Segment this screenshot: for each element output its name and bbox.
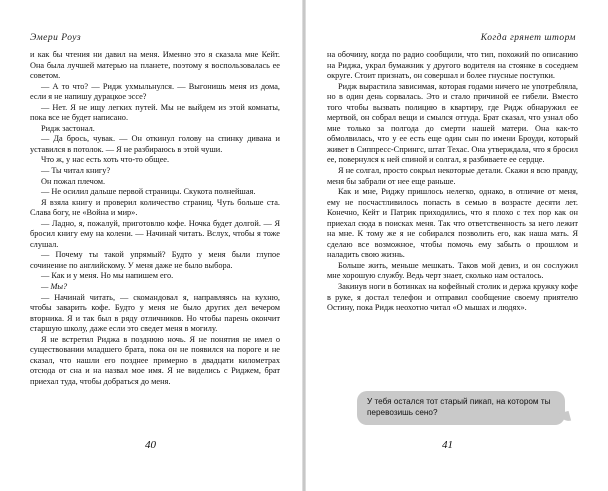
left-page-number: 40 xyxy=(145,439,156,451)
left-page-paragraph: — Да брось, чувак. — Он откинул голову на спинку дивана и уставился в потолок. — Я не разбираюсь в этой чуши. xyxy=(30,134,280,154)
left-page-paragraph: — Нет. Я не ищу легких путей. Мы не выйдем из этой комнаты, пока все не будет написано. xyxy=(30,102,280,123)
left-page-paragraph: Он пожал плечом. xyxy=(41,176,106,186)
left-page-paragraph: — А то что? — Ридж ухмыльнулся. — Выгонишь меня из дома, если я не напишу дурацкое эссе? xyxy=(30,81,280,102)
right-page-paragraph: на обочину, когда по радио сообщили, что тип, похожий по описанию на Риджа, украл бумажник у другого водителя на стоянке в соседнем округе. Стоит признать, он совершал и более гнусные поступки. xyxy=(327,50,578,81)
left-page-paragraph: Я не встретил Риджа в позднюю ночь. Я не понятия не имел о существовании младшего брата, пока он не появился на пороге и не сказал, что нашли его позднее примерно в двадцати километрах отсюда от сна и на назвал мое имя. Я не виделись с Риджем, брат приехал туда, чтобы добраться до меня. xyxy=(30,334,280,386)
left-page-paragraph: и как бы чтения ни давил на меня. Именно это я сказала мне Кейт. Она была лучшей матерью на планете, поэтому я воспользовалась ее советом. xyxy=(30,50,280,81)
right-body-text xyxy=(327,50,578,314)
right-page-paragraph: Как и мне, Риджу пришлось нелегко, однако, в отличие от меня, ему не посчастливилось попасть в семью в возрасте десяти лет. Конечно, Кейт и Патрик приходились, что я плохо с тех пор как он приехал сюда в поисках меня. Так что ответственность за него лежит на мне. К тому же я не собирался позволить его, как наша мать. Я сделаю все возможное, чтобы помочь ему забыть о прошлом и наладить свою жизнь. xyxy=(327,187,578,260)
right-page xyxy=(305,0,608,491)
left-running-header: Эмери Роуз xyxy=(30,33,82,43)
left-page-paragraph: — Не осилил дальше первой страницы. Скукота полнейшая. xyxy=(41,187,256,197)
right-page-number: 41 xyxy=(442,439,453,451)
right-page-paragraph: Ридж вырастила зависимая, которая годами ничего не употребляла, но в один день сорвалась. Это и стало причиной ее гибели. Вместо того чтобы вызвать полицию в квартиру, где Ридж обнаружил ее мертвой, он собрал вещи и смылся оттуда. Брат сказал, что узнал обо мне только за полгода до смерти нашей матери. Она как-то обмолвилась, что у ее есть еще один сын по имени Броуди, который живет в Сиппресс-Спрингс, штат Техас. Она утверждала, что я бросил ее, повернулся к ней спиной и солгал, я разбиваете ее сердце. xyxy=(327,81,578,165)
left-page-paragraph: — Почему ты такой упрямый? Будто у меня были глупое сочинение по английскому. У меня даже не было выбора. xyxy=(30,250,280,270)
left-page-paragraph: — Начинай читать, — скомандовал я, направляясь на кухню, чтобы заварить кофе. Будто у меня не было других дел вечером вторника. Я и так был в ряду отличников. Но чтобы парень окончит старшую школу, даже если это сведет меня в могилу. xyxy=(30,292,280,334)
left-page xyxy=(0,0,303,491)
left-body-text xyxy=(30,50,280,388)
left-page-paragraph: — Ладно, я, пожалуй, приготовлю кофе. Ночка будет долгой. — Я бросил книгу ему на колени. — Начинай читать. Вслух, чтобы я тоже слушал. xyxy=(30,218,280,249)
message-bubble: У тебя остался тот старый пикап, на котором ты перевозишь сено? xyxy=(357,391,565,425)
left-page-paragraph: Что ж, у нас есть хоть что-то общее. xyxy=(41,155,170,165)
left-page-paragraph: Я взяла книгу и проверил количество страниц. Чуть больше ста. Слава богу, не «Война и мир». xyxy=(30,197,280,218)
left-page-paragraph: — Мы? xyxy=(41,282,68,292)
right-page-paragraph: Я не солгал, просто сокрыл некоторые детали. Скажи я всю правду, меня бы забрали от нее еще раньше. xyxy=(327,166,578,186)
left-page-paragraph: — Как и у меня. Но мы напишем его. xyxy=(41,271,174,281)
left-page-paragraph: — Ты читал книгу? xyxy=(41,166,111,176)
right-running-header: Когда грянет шторм xyxy=(480,33,576,43)
right-page-paragraph: Закинув ноги в ботинках на кофейный столик и держа кружку кофе в руке, я достал телефон и отправил сообщение своему приятелю Остину, пока Ридж неохотно читал «О мышах и людях». xyxy=(327,282,578,313)
left-page-paragraph: Ридж застонал. xyxy=(41,123,95,133)
right-page-paragraph: Больше жить, меньше мешкать. Таков мой девиз, и он сослужил мне хорошую службу. Ведь черт знает, сколько нам осталось. xyxy=(327,260,578,281)
